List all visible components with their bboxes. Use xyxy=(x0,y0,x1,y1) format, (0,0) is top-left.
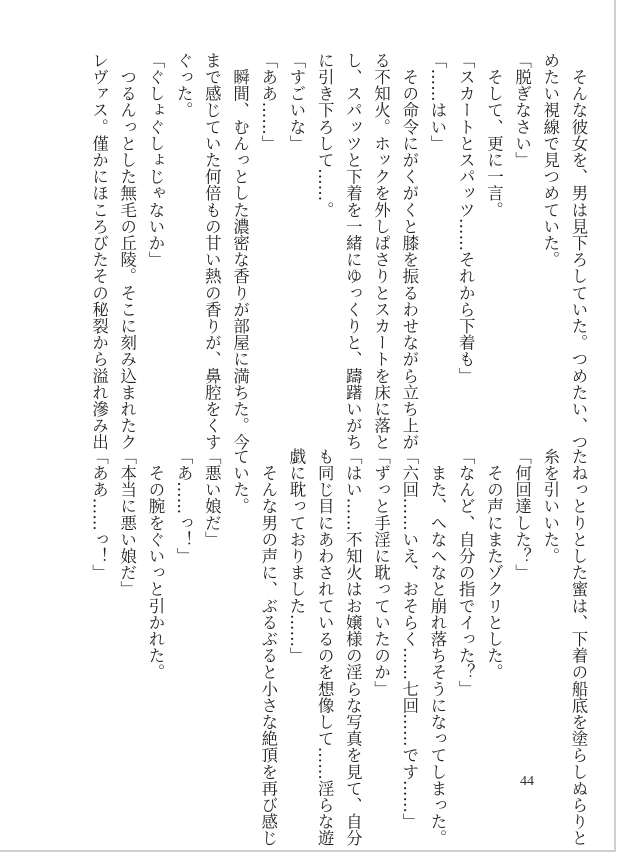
lower-text-block xyxy=(84,448,592,847)
text-column: し、スパッツと下着を一緒にゆっくりと、躊躇いがち xyxy=(343,52,363,451)
text-column: 「はい……不知火はお嬢様の淫らな写真を見て、自分 xyxy=(343,448,363,847)
text-column: 「スカートとスパッツ……それから下着も」 xyxy=(456,52,476,384)
text-column: めたい視線で見つめていた。 xyxy=(540,52,560,268)
text-column: 瞬間、むんっとした濃密な香りが部屋に満ちた。今 xyxy=(230,52,250,451)
text-column: る不知火。ホックを外しぱさりとスカートを床に落と xyxy=(371,52,391,451)
page-number: 44 xyxy=(520,774,534,789)
text-column: 戯に耽っておりました……」 xyxy=(286,448,306,664)
text-column: も同じ目にあわされているのを想像して……淫らな遊 xyxy=(315,448,335,847)
text-column: に引き下ろして……。 xyxy=(315,52,335,218)
text-column: その腕をぐいっと引かれた。 xyxy=(145,448,165,681)
text-column: 「……はい」 xyxy=(427,52,447,152)
text-column: そして、更に一言。 xyxy=(484,52,504,218)
text-column: 「あ……っ！」 xyxy=(174,448,194,565)
text-column: 「すごいな」 xyxy=(286,52,306,152)
text-column: 「ああ……」 xyxy=(258,52,278,152)
text-column: たねっとりとした蜜は、下着の船底を塗らしぬらりと xyxy=(569,448,588,847)
text-column: ていた。 xyxy=(230,448,250,515)
text-column: ぐった。 xyxy=(174,52,194,119)
text-column: そんな彼女を、男は見下ろしていた。つめたい、つ xyxy=(569,52,588,451)
text-column: 「六回……いえ、おそらく……七回……です……」 xyxy=(399,448,419,830)
text-column: 糸を引いいた。 xyxy=(540,448,560,565)
text-column: レヴァス。僅かにほころびたその秘裂から溢れ滲み出 xyxy=(89,52,109,451)
text-column: また、へなへなと崩れ落ちそうになってしまった。 xyxy=(427,448,447,847)
text-column: まで感じていた何倍もの甘い熱の香りが、鼻腔をくす xyxy=(202,52,222,451)
text-column: 「何回達した？」 xyxy=(512,448,532,581)
upper-text-block xyxy=(84,52,592,451)
text-column: そんな男の声に、ぶるぶると小さな絶頂を再び感じ xyxy=(258,448,278,847)
text-column: つるんっとした無毛の丘陵。そこに刻み込まれたク xyxy=(117,52,137,451)
text-column: 「本当に悪い娘だ」 xyxy=(117,448,137,598)
text-column: その声にまたゾクリとした。 xyxy=(484,448,504,681)
text-column: その命令にがくがくと膝を振るわせながら立ち上が xyxy=(399,52,419,451)
text-column: 「悪い娘だ」 xyxy=(202,448,222,548)
text-column: 「ぐしょぐしょじゃないか」 xyxy=(145,52,165,268)
text-column: 「ああ……っ！」 xyxy=(89,448,109,581)
text-column: 「なんど、自分の指でイった？」 xyxy=(456,448,476,697)
text-column: 「ずっと手淫に耽っていたのか」 xyxy=(371,448,391,697)
text-column: 「脱ぎなさい」 xyxy=(512,52,532,169)
